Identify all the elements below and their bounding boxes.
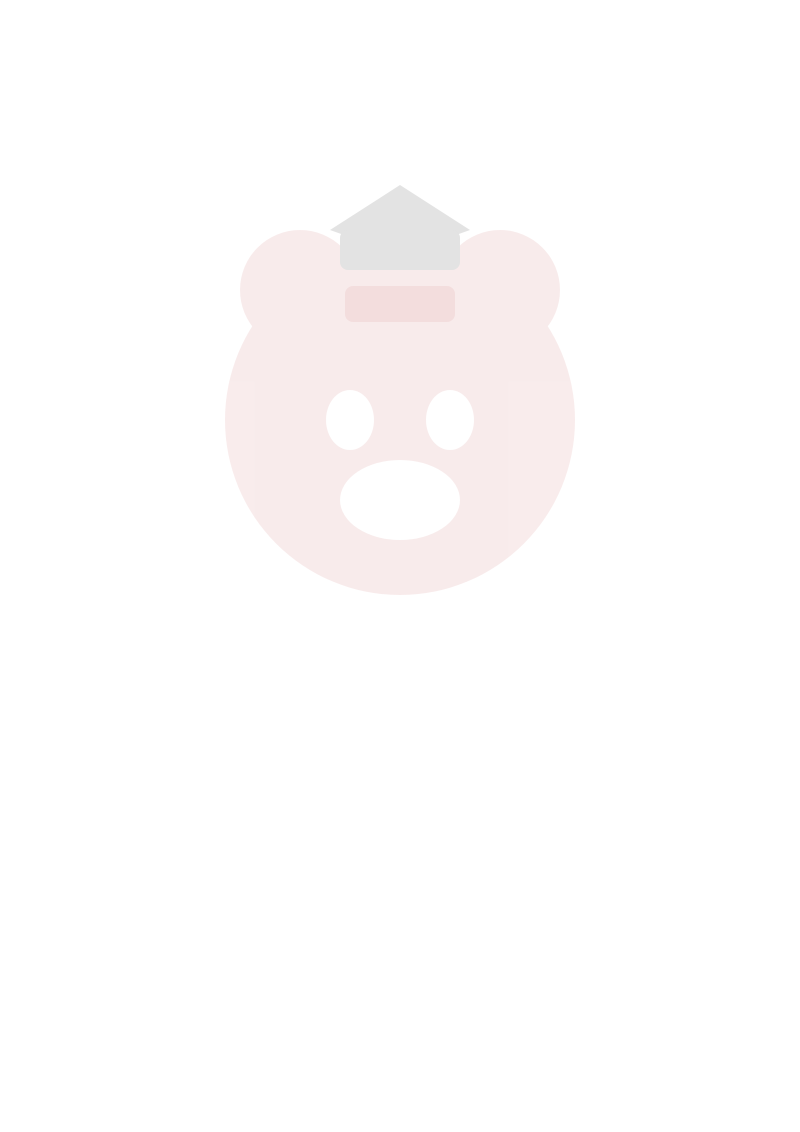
bear-mascot-icon (225, 185, 575, 595)
document-body (58, 72, 746, 82)
